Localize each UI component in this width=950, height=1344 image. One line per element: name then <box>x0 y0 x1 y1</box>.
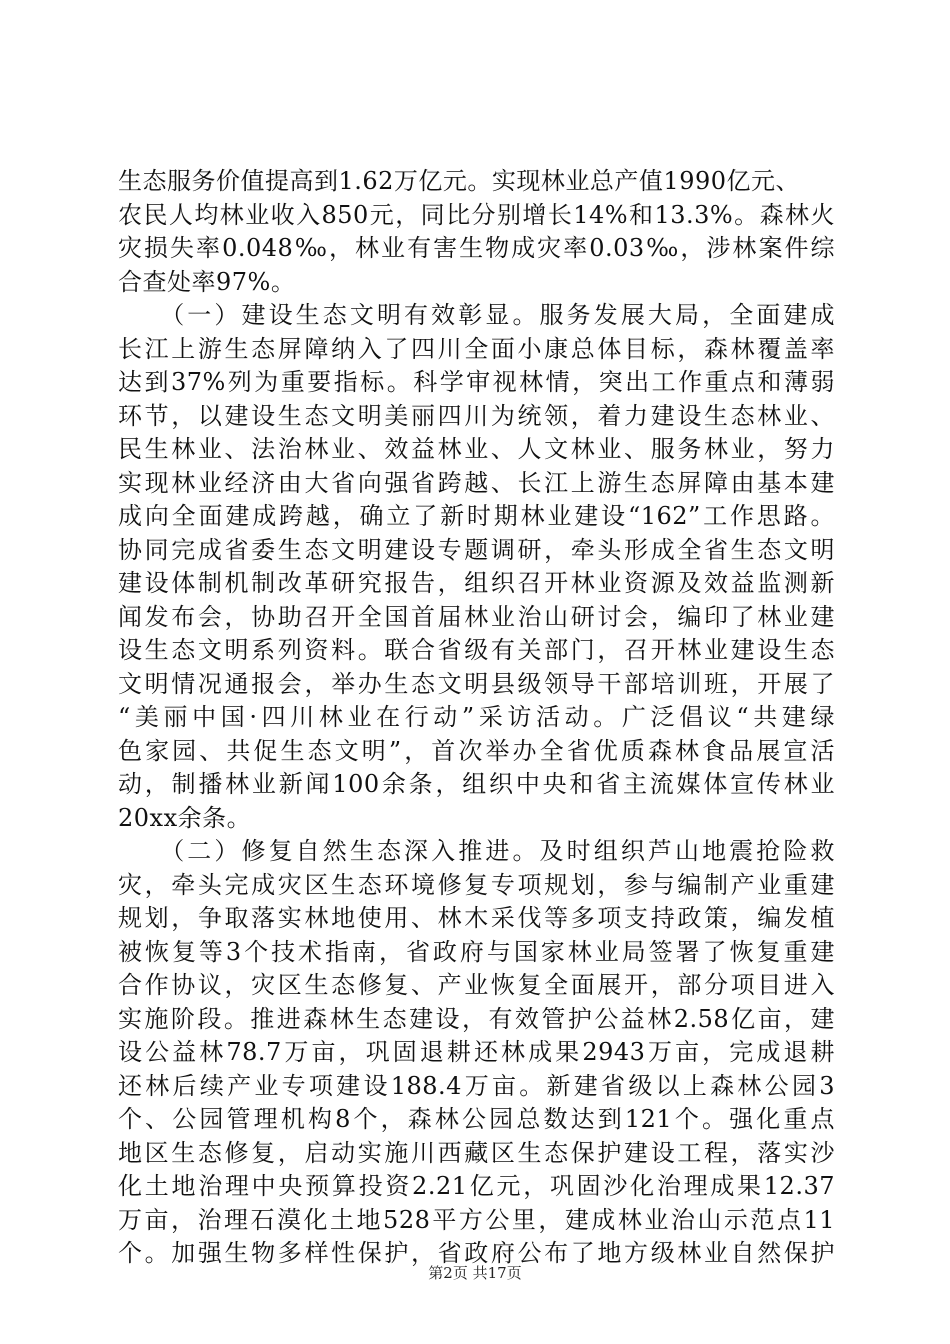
text-line: 协同完成省委生态文明建设专题调研，牵头形成全省生态文明 <box>118 535 835 564</box>
text-line: 规划，争取落实林地使用、林木采伐等多项支持政策，编发植 <box>118 904 835 932</box>
text-line: 20xx余条。 <box>118 803 252 832</box>
body-text <box>118 165 835 1271</box>
text-line: 动，制播林业新闻100余条，组织中央和省主流媒体宣传林业 <box>118 770 835 798</box>
page-number-label: 第2页 共17页 <box>428 1264 522 1282</box>
text-line: 地区生态修复，启动实施川西藏区生态保护建设工程，落实沙 <box>118 1138 835 1167</box>
text-line: 设生态文明系列资料。联合省级有关部门，召开林业建设生态 <box>118 636 835 664</box>
text-line: 闻发布会，协助召开全国首届林业治山研讨会，编印了林业建 <box>118 602 835 631</box>
text-line: 实现林业经济由大省向强省跨越、长江上游生态屏障由基本建 <box>118 468 835 497</box>
text-line: 达到37%列为重要指标。科学审视林情，突出工作重点和薄弱 <box>118 368 835 396</box>
text-line: 生态服务价值提高到1.62万亿元。实现林业总产值1990亿元、 <box>118 167 801 195</box>
text-line: 色家园、共促生态文明”，首次举办全省优质森林食品展宣活 <box>118 736 835 765</box>
text-line: “美丽中国·四川林业在行动”采访活动。广泛倡议“共建绿 <box>118 703 835 731</box>
text-line: 万亩，治理石漠化土地528平方公里，建成林业治山示范点11 <box>118 1205 835 1234</box>
text-line: （二）修复自然生态深入推进。及时组织芦山地震抢险救 <box>118 837 835 865</box>
text-line: 设公益林78.7万亩，巩固退耕还林成果2943万亩，完成退耕 <box>118 1038 835 1066</box>
text-line: 文明情况通报会，举办生态文明县级领导干部培训班，开展了 <box>118 669 835 698</box>
page-footer <box>0 1263 950 1283</box>
text-line: 个。加强生物多样性保护，省政府公布了地方级林业自然保护 <box>118 1239 835 1267</box>
text-line: 还林后续产业专项建设188.4万亩。新建省级以上森林公园3 <box>118 1071 835 1100</box>
text-line: 农民人均林业收入850元，同比分别增长14%和13.3%。森林火 <box>118 200 835 229</box>
text-line: 个、公园管理机构8个，森林公园总数达到121个。强化重点 <box>118 1105 835 1133</box>
text-line: 合作协议，灾区生态修复、产业恢复全面展开，部分项目进入 <box>118 971 835 999</box>
text-line: 环节，以建设生态文明美丽四川为统领，着力建设生态林业、 <box>118 401 835 430</box>
text-line: 民生林业、法治林业、效益林业、人文林业、服务林业，努力 <box>118 435 835 463</box>
text-line: 被恢复等3个技术指南，省政府与国家林业局签署了恢复重建 <box>118 937 835 966</box>
text-line: 长江上游生态屏障纳入了四川全面小康总体目标，森林覆盖率 <box>118 334 835 363</box>
text-line: （一）建设生态文明有效彰显。服务发展大局，全面建成 <box>118 301 835 329</box>
text-line: 灾损失率0.048‰，林业有害生物成灾率0.03‰，涉林案件综 <box>118 234 835 262</box>
text-line: 灾，牵头完成灾区生态环境修复专项规划，参与编制产业重建 <box>118 870 835 899</box>
text-line: 成向全面建成跨越，确立了新时期林业建设“162”工作思路。 <box>118 502 835 530</box>
text-line: 实施阶段。推进森林生态建设，有效管护公益林2.58亿亩，建 <box>118 1004 835 1033</box>
text-line: 化土地治理中央预算投资2.21亿元，巩固沙化治理成果12.37 <box>118 1172 835 1200</box>
text-line: 合查处率97%。 <box>118 267 296 296</box>
text-line: 建设体制机制改革研究报告，组织召开林业资源及效益监测新 <box>118 569 835 597</box>
